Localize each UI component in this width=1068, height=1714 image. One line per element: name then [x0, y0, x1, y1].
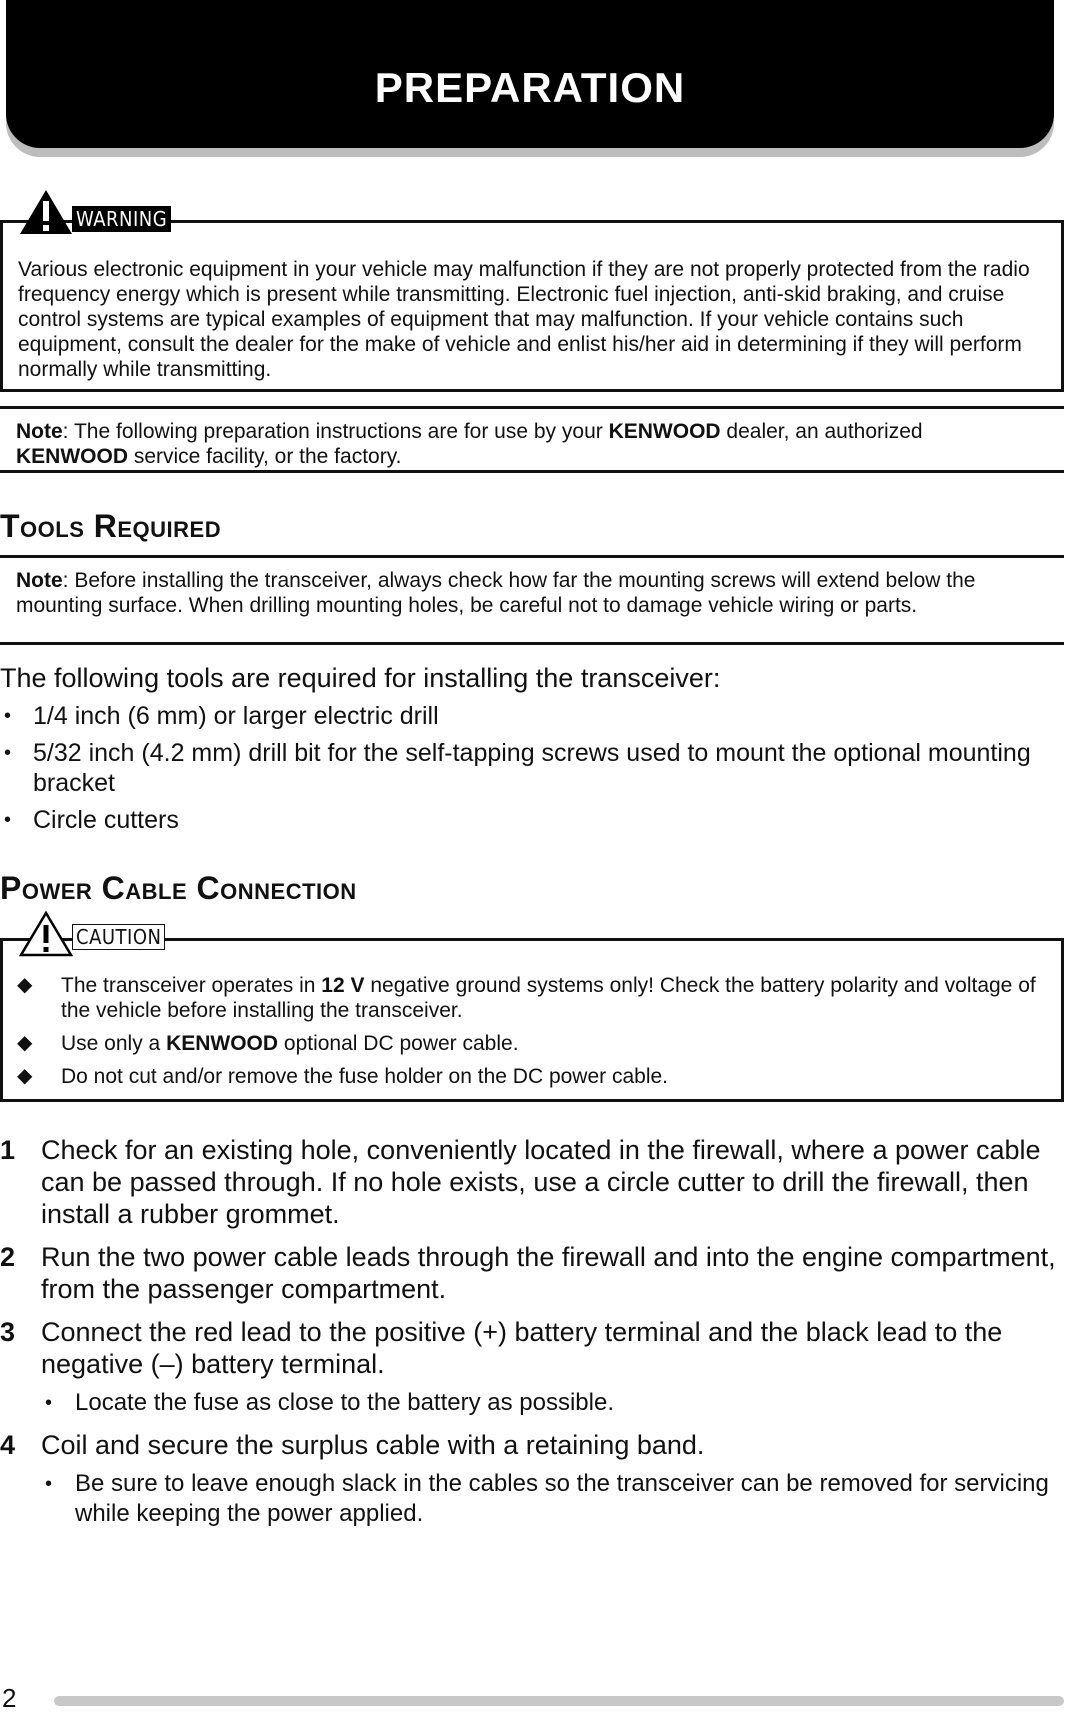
list-item — [17, 1064, 1057, 1089]
warning-box — [0, 220, 1064, 392]
list-item — [0, 805, 1060, 835]
step-number: 4 — [0, 1430, 16, 1460]
note-text-part: service facility, or the factory. — [128, 445, 402, 468]
list-item-text: Circle cutters — [33, 806, 179, 834]
caution-text: Use only a — [61, 1032, 167, 1055]
bullet-icon: • — [45, 1473, 53, 1495]
bullet-icon: • — [4, 705, 12, 727]
step-3 — [0, 1316, 1060, 1418]
list-item — [17, 1031, 1057, 1056]
warning-label: WARNING — [72, 206, 171, 232]
list-item-text: 5/32 inch (4.2 mm) drill bit for the self-tapping screws used to mount the optional mounting bracket — [33, 739, 1031, 797]
note-box-dealer — [0, 406, 1064, 473]
diamond-bullet-icon: ◆ — [17, 974, 33, 996]
caution-label: CAUTION — [72, 924, 165, 950]
brand-name: KENWOOD — [16, 445, 128, 468]
step-text: Connect the red lead to the positive (+) battery terminal and the black lead to the negative (–) battery terminal. — [41, 1317, 1003, 1379]
step-number: 1 — [0, 1135, 16, 1165]
tools-list — [0, 701, 1060, 842]
note-label: Note — [16, 420, 63, 443]
page-number: 2 — [2, 1683, 17, 1713]
list-item — [0, 701, 1060, 731]
note-text-part: : Before installing the transceiver, always check how far the mounting screws will extend below the mounting surface. When drilling mounting holes, be careful not to damage vehicle wiring or parts. — [16, 569, 976, 617]
caution-triangle-icon — [18, 910, 74, 958]
step-number: 2 — [0, 1242, 16, 1272]
note-label: Note — [16, 569, 63, 592]
sub-item-text: Be sure to leave enough slack in the cables so the transceiver can be removed for servicing while keeping the power applied. — [75, 1470, 1049, 1527]
list-item — [41, 1469, 1060, 1529]
bullet-icon: • — [45, 1392, 53, 1414]
note-text-part: dealer, an authorized — [720, 420, 923, 443]
list-item — [17, 973, 1057, 1023]
note-text-part: : The following preparation instructions are for use by your — [62, 420, 609, 443]
diamond-bullet-icon: ◆ — [17, 1065, 33, 1087]
voltage-value: 12 V — [321, 974, 365, 997]
installation-steps — [0, 1134, 1060, 1540]
step-2 — [0, 1241, 1060, 1305]
caution-text: Do not cut and/or remove the fuse holder on the DC power cable. — [61, 1065, 669, 1088]
step-text: Coil and secure the surplus cable with a retaining band. — [41, 1430, 705, 1460]
list-item-text: 1/4 inch (6 mm) or larger electric drill — [33, 702, 439, 730]
brand-name: KENWOOD — [608, 420, 721, 443]
list-item — [41, 1388, 1060, 1418]
bullet-icon: • — [4, 809, 12, 831]
section-heading-tools: Tools Required — [0, 508, 222, 544]
caution-text: optional DC power cable. — [278, 1032, 519, 1055]
tools-intro: The following tools are required for installing the transceiver: — [0, 663, 721, 693]
bullet-icon: • — [4, 742, 12, 764]
warning-text: Various electronic equipment in your vehicle may malfunction if they are not properly protected from the radio frequency energy which is present while transmitting. Electronic fuel injection, anti-skid braking, and cruise control systems are typical examples of equipment that may malfunction. If your vehicle contains such equipment, consult the dealer for the make of vehicle and enlist his/her aid in determining if they will perform normally while transmitting. — [18, 258, 1030, 381]
step-text: Check for an existing hole, conveniently located in the firewall, where a power cable can be passed through. If no hole exists, use a circle cutter to drill the firewall, then install a rubber grommet. — [41, 1135, 1041, 1229]
chapter-header — [6, 0, 1054, 148]
step-text: Run the two power cable leads through the firewall and into the engine compartment, from the passenger compartment. — [41, 1242, 1056, 1304]
step-4 — [0, 1429, 1060, 1529]
step-number: 3 — [0, 1317, 16, 1347]
caution-list — [17, 973, 1057, 1097]
step-1 — [0, 1134, 1060, 1230]
brand-name: KENWOOD — [166, 1032, 279, 1055]
note-text-tools — [16, 568, 1046, 618]
diamond-bullet-icon: ◆ — [17, 1032, 33, 1054]
step-sub-list — [41, 1388, 1060, 1418]
caution-box — [0, 938, 1064, 1102]
warning-triangle-icon — [18, 188, 74, 236]
section-heading-power: Power Cable Connection — [0, 870, 357, 906]
footer-bar — [54, 1696, 1064, 1706]
caution-text: The transceiver operates in — [61, 974, 322, 997]
note-box-tools — [0, 555, 1064, 645]
chapter-title: PREPARATION — [374, 64, 686, 111]
list-item — [0, 738, 1060, 798]
caution-text: negative ground systems only! Check the battery polarity and voltage of the vehicle before installing the transceiver. — [61, 974, 1036, 1022]
note-text-dealer — [16, 419, 1046, 469]
step-sub-list — [41, 1469, 1060, 1529]
sub-item-text: Locate the fuse as close to the battery as possible. — [75, 1389, 614, 1416]
